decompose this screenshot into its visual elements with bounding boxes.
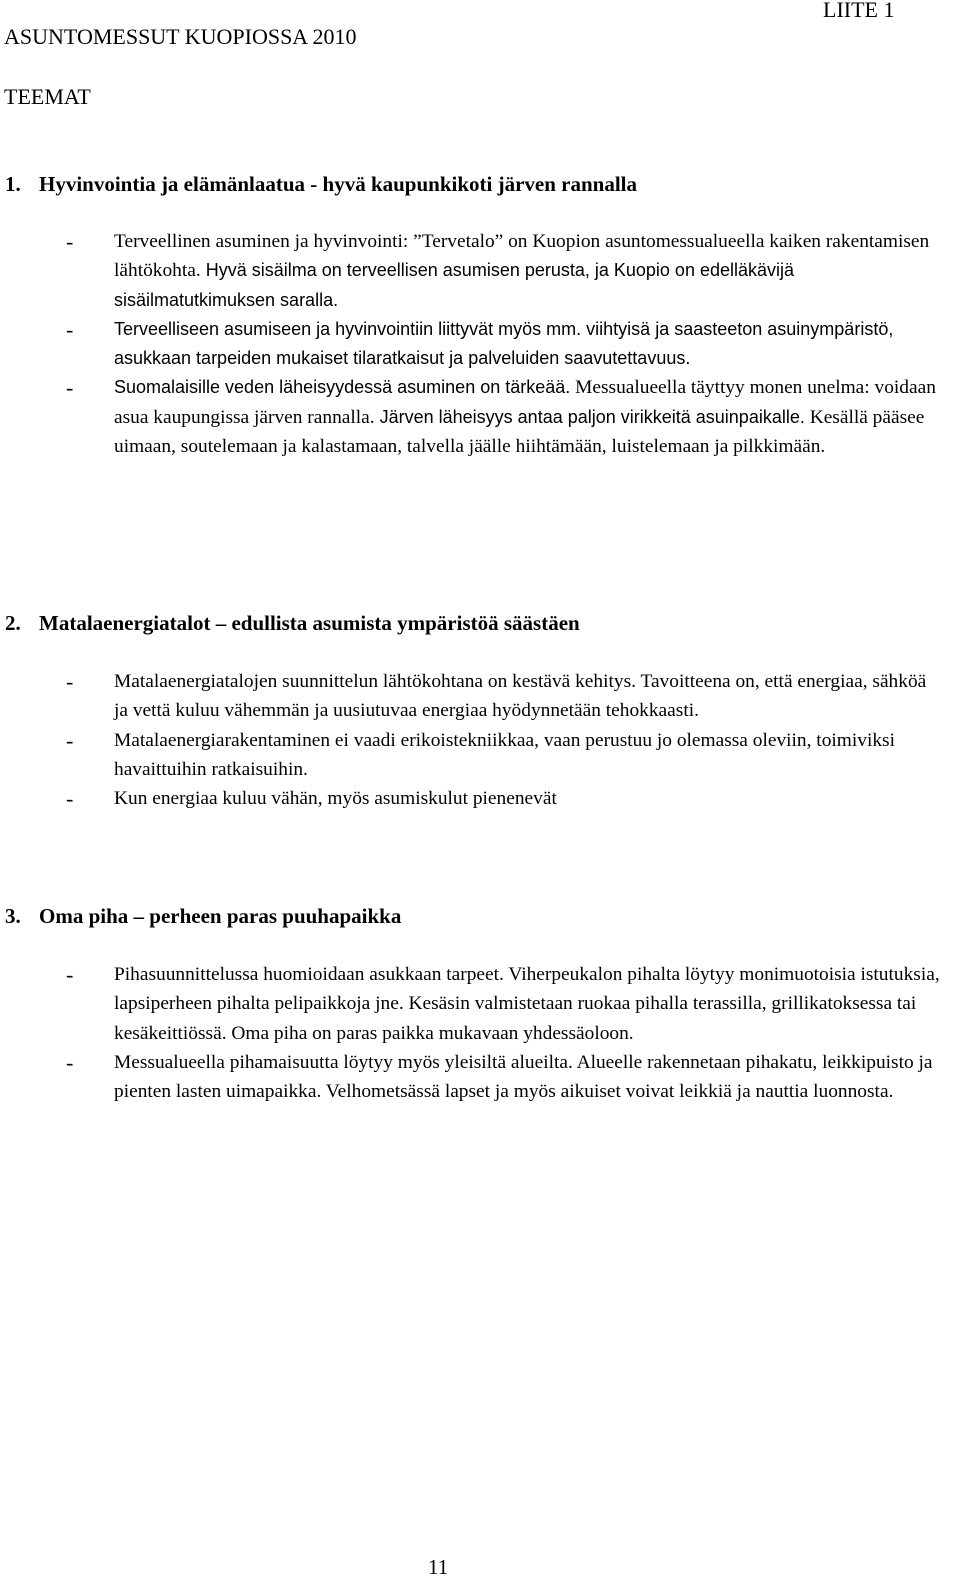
- list-item: [0, 726, 944, 785]
- list-item: [0, 784, 944, 813]
- document-title: ASUNTOMESSUT KUOPIOSSA 2010: [4, 24, 357, 49]
- list-item: [0, 373, 944, 461]
- section-1-list: [0, 227, 960, 461]
- section-number: 1.: [5, 172, 21, 196]
- bullet-dash: -: [66, 727, 74, 753]
- list-item-text: [114, 373, 944, 461]
- list-item: [0, 1048, 944, 1107]
- list-item-text: Matalaenergiarakentaminen ei vaadi erikoistekniikkaa, vaan perustuu jo olemassa oleviin, toimiviksi havaittuihin ratkaisuihin.: [114, 729, 895, 780]
- list-item-text: Messualueella pihamaisuutta löytyy myös yleisiltä alueilta. Alueelle rakennetaan pihakatu, leikkipuisto ja pienten lasten uimapaikka. Velhometsässä lapset ja myös aikuiset voivat leikkiä ja nauttia luonnosta.: [114, 1051, 933, 1103]
- list-item-text: Kun energiaa kuluu vähän, myös asumiskulut pienenevät: [114, 788, 557, 810]
- text-run: Hyvä sisäilma on terveellisen asumisen perusta, ja Kuopio on edelläkävijä sisäilmatutkimuksen saralla.: [114, 260, 795, 310]
- list-item: [0, 667, 944, 726]
- themes-heading: TEEMAT: [4, 84, 91, 109]
- section-number: 3.: [5, 904, 21, 928]
- section-2-list: [0, 667, 960, 813]
- section-title: Matalaenergiatalot – edullista asumista ympäristöä säästäen: [39, 611, 580, 635]
- section-3-list: [0, 960, 960, 1106]
- bullet-dash: -: [66, 316, 74, 342]
- list-item-text: Matalaenergiatalojen suunnittelun lähtökohtana on kestävä kehitys. Tavoitteena on, että energiaa, sähköä ja vettä kuluu vähemmän ja uusiutuvaa energiaa hyödynnetään tehokkaasti.: [114, 671, 927, 722]
- section-heading-2: [5, 610, 580, 636]
- list-item: [0, 315, 944, 374]
- list-item-text: [114, 227, 944, 315]
- text-run: Kesällä pääsee uimaan, soutelemaan ja kalastamaan, talvella jäälle hiihtämään, luistelemaan ja pilkkimään.: [114, 406, 925, 458]
- text-run: Järven läheisyys antaa paljon virikkeitä asuinpaikalle.: [374, 406, 805, 427]
- list-item-text: Terveelliseen asumiseen ja hyvinvointiin liittyvät myös mm. viihtyisä ja saasteeton asuinympäristö, asukkaan tarpeiden mukaiset tilaratkaisut ja palveluiden saavutettavuus.: [114, 318, 894, 369]
- text-run: Suomalaisille veden läheisyydessä asuminen on tärkeää.: [114, 377, 571, 398]
- list-item-text: Pihasuunnittelussa huomioidaan asukkaan tarpeet. Viherpeukalon pihalta löytyy monimuotoisia istutuksia, lapsiperheen pihalta pelipaikkoja jne. Kesäsin valmistetaan ruokaa pihalla terassilla, grillikatoksessa tai kesäkeittiössä. Oma piha on paras paikka mukavaan yhdessäoloon.: [114, 964, 940, 1044]
- text-run: Messualueella täyttyy monen unelma: voidaan asua kaupungissa järven rannalla.: [114, 377, 936, 428]
- bullet-dash: -: [66, 375, 74, 401]
- bullet-dash: -: [66, 669, 74, 694]
- bullet-dash: -: [66, 229, 74, 254]
- section-title: Oma piha – perheen paras puuhapaikka: [39, 904, 402, 928]
- text-run: Terveellinen asuminen ja hyvinvointi: ”Tervetalo” on Kuopion asuntomessualueella kaiken rakentamisen lähtökohta.: [114, 231, 930, 282]
- page-number: 11: [428, 1555, 449, 1579]
- bullet-dash: -: [66, 962, 74, 987]
- list-item: [0, 960, 944, 1048]
- bullet-dash: -: [66, 1049, 74, 1075]
- bullet-dash: -: [66, 786, 74, 812]
- list-item: [0, 227, 944, 315]
- section-heading-3: [5, 903, 401, 929]
- section-number: 2.: [5, 611, 21, 635]
- section-heading-1: [5, 171, 637, 197]
- section-title: Hyvinvointia ja elämänlaatua - hyvä kaupunkikoti järven rannalla: [39, 172, 638, 196]
- appendix-label: LIITE 1: [823, 0, 895, 22]
